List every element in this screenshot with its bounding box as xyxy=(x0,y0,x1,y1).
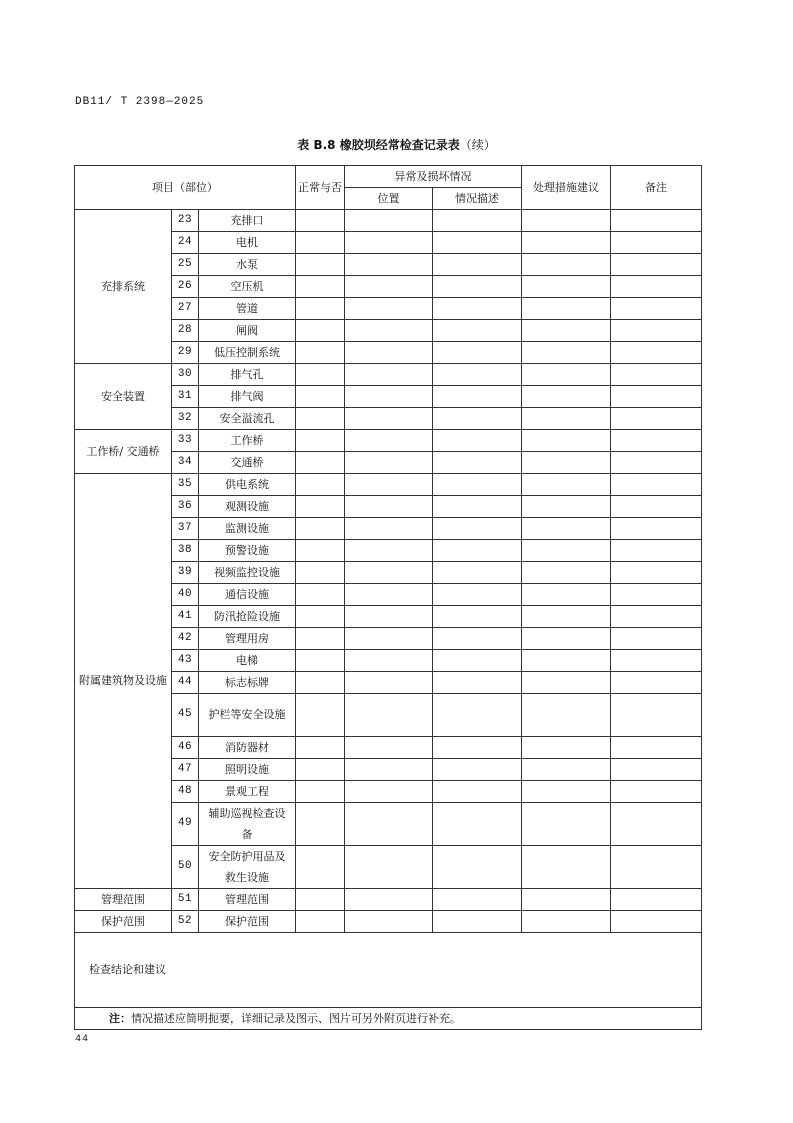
description-cell[interactable] xyxy=(433,910,522,932)
remarks-cell[interactable] xyxy=(611,780,702,802)
header-row-1 xyxy=(75,166,702,188)
row-number: 25 xyxy=(172,254,199,276)
remarks-cell[interactable] xyxy=(611,845,702,888)
row-number: 49 xyxy=(172,802,199,845)
row-item: 景观工程 xyxy=(199,780,296,802)
location-cell[interactable] xyxy=(345,802,433,845)
remarks-cell[interactable] xyxy=(611,518,702,540)
row-item: 排气阀 xyxy=(199,386,296,408)
row-number: 39 xyxy=(172,562,199,584)
measures-cell[interactable] xyxy=(522,540,611,562)
description-cell[interactable] xyxy=(433,672,522,694)
row-item: 通信设施 xyxy=(199,584,296,606)
location-cell[interactable] xyxy=(345,758,433,780)
normal-cell[interactable] xyxy=(296,518,345,540)
normal-cell[interactable] xyxy=(296,474,345,496)
normal-cell[interactable] xyxy=(296,584,345,606)
measures-cell[interactable] xyxy=(522,430,611,452)
location-cell[interactable] xyxy=(345,845,433,888)
normal-cell[interactable] xyxy=(296,628,345,650)
normal-cell[interactable] xyxy=(296,780,345,802)
measures-cell[interactable] xyxy=(522,496,611,518)
location-cell[interactable] xyxy=(345,780,433,802)
remarks-cell[interactable] xyxy=(611,342,702,364)
row-item: 保护范围 xyxy=(199,910,296,932)
remarks-cell[interactable] xyxy=(611,210,702,232)
remarks-cell[interactable] xyxy=(611,540,702,562)
description-cell[interactable] xyxy=(433,386,522,408)
row-number: 48 xyxy=(172,780,199,802)
normal-cell[interactable] xyxy=(296,254,345,276)
remarks-cell[interactable] xyxy=(611,758,702,780)
location-cell[interactable] xyxy=(345,474,433,496)
row-number: 45 xyxy=(172,694,199,737)
description-cell[interactable] xyxy=(433,452,522,474)
description-cell[interactable] xyxy=(433,540,522,562)
description-cell[interactable] xyxy=(433,562,522,584)
remarks-cell[interactable] xyxy=(611,364,702,386)
header-location: 位置 xyxy=(345,188,433,210)
header-abnormal: 异常及损坏情况 xyxy=(345,166,522,188)
measures-cell[interactable] xyxy=(522,408,611,430)
measures-cell[interactable] xyxy=(522,802,611,845)
location-cell[interactable] xyxy=(345,496,433,518)
page-number: 44 xyxy=(75,1034,90,1045)
document-code: DB11/ T 2398—2025 xyxy=(75,96,205,108)
normal-cell[interactable] xyxy=(296,320,345,342)
measures-cell[interactable] xyxy=(522,386,611,408)
remarks-cell[interactable] xyxy=(611,430,702,452)
header-normal: 正常与否 xyxy=(296,166,345,210)
description-cell[interactable] xyxy=(433,802,522,845)
header-description: 情况描述 xyxy=(433,188,522,210)
conclusion-label: 检查结论和建议 xyxy=(89,963,166,977)
normal-cell[interactable] xyxy=(296,802,345,845)
row-item: 管理范围 xyxy=(199,888,296,910)
normal-cell[interactable] xyxy=(296,606,345,628)
measures-cell[interactable] xyxy=(522,606,611,628)
measures-cell[interactable] xyxy=(522,628,611,650)
table-row xyxy=(75,888,702,910)
normal-cell[interactable] xyxy=(296,672,345,694)
row-number: 27 xyxy=(172,298,199,320)
measures-cell[interactable] xyxy=(522,474,611,496)
description-cell[interactable] xyxy=(433,888,522,910)
location-cell[interactable] xyxy=(345,452,433,474)
description-cell[interactable] xyxy=(433,364,522,386)
location-cell[interactable] xyxy=(345,232,433,254)
row-item: 电机 xyxy=(199,232,296,254)
location-cell[interactable] xyxy=(345,910,433,932)
normal-cell[interactable] xyxy=(296,298,345,320)
description-cell[interactable] xyxy=(433,342,522,364)
normal-cell[interactable] xyxy=(296,650,345,672)
normal-cell[interactable] xyxy=(296,276,345,298)
row-item: 电梯 xyxy=(199,650,296,672)
table-row xyxy=(75,910,702,932)
row-number: 43 xyxy=(172,650,199,672)
description-cell[interactable] xyxy=(433,650,522,672)
measures-cell[interactable] xyxy=(522,910,611,932)
row-number: 28 xyxy=(172,320,199,342)
row-item: 管道 xyxy=(199,298,296,320)
description-cell[interactable] xyxy=(433,518,522,540)
row-number: 29 xyxy=(172,342,199,364)
normal-cell[interactable] xyxy=(296,430,345,452)
description-cell[interactable] xyxy=(433,606,522,628)
row-item: 水泵 xyxy=(199,254,296,276)
conclusion-row xyxy=(75,932,702,1007)
normal-cell[interactable] xyxy=(296,694,345,737)
measures-cell[interactable] xyxy=(522,518,611,540)
description-cell[interactable] xyxy=(433,276,522,298)
row-number: 37 xyxy=(172,518,199,540)
row-item: 防汛抢险设施 xyxy=(199,606,296,628)
normal-cell[interactable] xyxy=(296,496,345,518)
remarks-cell[interactable] xyxy=(611,320,702,342)
description-cell[interactable] xyxy=(433,232,522,254)
row-number: 26 xyxy=(172,276,199,298)
location-cell[interactable] xyxy=(345,276,433,298)
row-number: 47 xyxy=(172,758,199,780)
group-label: 工作桥/ 交通桥 xyxy=(75,430,172,474)
description-cell[interactable] xyxy=(433,254,522,276)
row-item: 监测设施 xyxy=(199,518,296,540)
table-row xyxy=(75,474,702,496)
measures-cell[interactable] xyxy=(522,298,611,320)
row-number: 44 xyxy=(172,672,199,694)
description-cell[interactable] xyxy=(433,320,522,342)
description-cell[interactable] xyxy=(433,736,522,758)
measures-cell[interactable] xyxy=(522,452,611,474)
row-number: 42 xyxy=(172,628,199,650)
description-cell[interactable] xyxy=(433,584,522,606)
row-item: 工作桥 xyxy=(199,430,296,452)
row-item: 视频监控设施 xyxy=(199,562,296,584)
row-number: 36 xyxy=(172,496,199,518)
measures-cell[interactable] xyxy=(522,650,611,672)
measures-cell[interactable] xyxy=(522,845,611,888)
group-label: 附属建筑物及设施 xyxy=(75,474,172,889)
table-title-text: 表 B.8 橡胶坝经常检查记录表 xyxy=(297,138,460,152)
table-row xyxy=(75,210,702,232)
group-label: 管理范围 xyxy=(75,888,172,910)
description-cell[interactable] xyxy=(433,408,522,430)
normal-cell[interactable] xyxy=(296,210,345,232)
remarks-cell[interactable] xyxy=(611,452,702,474)
location-cell[interactable] xyxy=(345,408,433,430)
group-label: 充排系统 xyxy=(75,210,172,364)
description-cell[interactable] xyxy=(433,758,522,780)
remarks-cell[interactable] xyxy=(611,650,702,672)
measures-cell[interactable] xyxy=(522,672,611,694)
conclusion-cell[interactable] xyxy=(75,932,702,1007)
row-number: 30 xyxy=(172,364,199,386)
row-number: 46 xyxy=(172,736,199,758)
measures-cell[interactable] xyxy=(522,276,611,298)
inspection-record-table xyxy=(74,165,702,1030)
location-cell[interactable] xyxy=(345,298,433,320)
remarks-cell[interactable] xyxy=(611,496,702,518)
row-item: 排气孔 xyxy=(199,364,296,386)
remarks-cell[interactable] xyxy=(611,802,702,845)
location-cell[interactable] xyxy=(345,254,433,276)
description-cell[interactable] xyxy=(433,628,522,650)
header-measures: 处理措施建议 xyxy=(522,166,611,210)
location-cell[interactable] xyxy=(345,672,433,694)
remarks-cell[interactable] xyxy=(611,474,702,496)
normal-cell[interactable] xyxy=(296,342,345,364)
row-item: 辅助巡视检查设备 xyxy=(199,802,296,845)
location-cell[interactable] xyxy=(345,562,433,584)
measures-cell[interactable] xyxy=(522,210,611,232)
row-number: 51 xyxy=(172,888,199,910)
normal-cell[interactable] xyxy=(296,758,345,780)
location-cell[interactable] xyxy=(345,736,433,758)
row-number: 38 xyxy=(172,540,199,562)
description-cell[interactable] xyxy=(433,430,522,452)
measures-cell[interactable] xyxy=(522,254,611,276)
location-cell[interactable] xyxy=(345,650,433,672)
note-label: 注： xyxy=(109,1011,131,1025)
measures-cell[interactable] xyxy=(522,584,611,606)
row-number: 40 xyxy=(172,584,199,606)
row-number: 34 xyxy=(172,452,199,474)
measures-cell[interactable] xyxy=(522,562,611,584)
description-cell[interactable] xyxy=(433,474,522,496)
table-title-continued: （续） xyxy=(459,138,496,152)
row-item: 安全防护用品及救生设施 xyxy=(199,845,296,888)
location-cell[interactable] xyxy=(345,540,433,562)
measures-cell[interactable] xyxy=(522,694,611,737)
remarks-cell[interactable] xyxy=(611,584,702,606)
measures-cell[interactable] xyxy=(522,758,611,780)
measures-cell[interactable] xyxy=(522,736,611,758)
location-cell[interactable] xyxy=(345,518,433,540)
row-item: 消防器材 xyxy=(199,736,296,758)
row-item: 低压控制系统 xyxy=(199,342,296,364)
row-number: 50 xyxy=(172,845,199,888)
row-number: 24 xyxy=(172,232,199,254)
row-item: 预警设施 xyxy=(199,540,296,562)
remarks-cell[interactable] xyxy=(611,386,702,408)
row-item: 观测设施 xyxy=(199,496,296,518)
location-cell[interactable] xyxy=(345,584,433,606)
row-item: 安全溢流孔 xyxy=(199,408,296,430)
location-cell[interactable] xyxy=(345,888,433,910)
measures-cell[interactable] xyxy=(522,232,611,254)
remarks-cell[interactable] xyxy=(611,276,702,298)
table-row xyxy=(75,364,702,386)
normal-cell[interactable] xyxy=(296,232,345,254)
row-item: 充排口 xyxy=(199,210,296,232)
remarks-cell[interactable] xyxy=(611,562,702,584)
row-number: 31 xyxy=(172,386,199,408)
row-number: 23 xyxy=(172,210,199,232)
table-row xyxy=(75,430,702,452)
group-label: 安全装置 xyxy=(75,364,172,430)
row-item: 管理用房 xyxy=(199,628,296,650)
description-cell[interactable] xyxy=(433,496,522,518)
remarks-cell[interactable] xyxy=(611,606,702,628)
location-cell[interactable] xyxy=(345,210,433,232)
description-cell[interactable] xyxy=(433,845,522,888)
row-item: 护栏等安全设施 xyxy=(199,694,296,737)
row-number: 41 xyxy=(172,606,199,628)
remarks-cell[interactable] xyxy=(611,910,702,932)
measures-cell[interactable] xyxy=(522,320,611,342)
location-cell[interactable] xyxy=(345,694,433,737)
row-number: 35 xyxy=(172,474,199,496)
remarks-cell[interactable] xyxy=(611,298,702,320)
remarks-cell[interactable] xyxy=(611,232,702,254)
table-body xyxy=(75,166,702,1030)
row-item: 供电系统 xyxy=(199,474,296,496)
remarks-cell[interactable] xyxy=(611,888,702,910)
group-label: 保护范围 xyxy=(75,910,172,932)
description-cell[interactable] xyxy=(433,298,522,320)
measures-cell[interactable] xyxy=(522,780,611,802)
row-item: 交通桥 xyxy=(199,452,296,474)
normal-cell[interactable] xyxy=(296,888,345,910)
note-text: 情况描述应简明扼要，详细记录及图示、图片可另外附页进行补充。 xyxy=(131,1011,461,1025)
normal-cell[interactable] xyxy=(296,364,345,386)
normal-cell[interactable] xyxy=(296,452,345,474)
normal-cell[interactable] xyxy=(296,562,345,584)
measures-cell[interactable] xyxy=(522,342,611,364)
remarks-cell[interactable] xyxy=(611,694,702,737)
normal-cell[interactable] xyxy=(296,845,345,888)
remarks-cell[interactable] xyxy=(611,672,702,694)
normal-cell[interactable] xyxy=(296,540,345,562)
normal-cell[interactable] xyxy=(296,408,345,430)
description-cell[interactable] xyxy=(433,694,522,737)
row-item: 照明设施 xyxy=(199,758,296,780)
header-remarks: 备注 xyxy=(611,166,702,210)
location-cell[interactable] xyxy=(345,386,433,408)
location-cell[interactable] xyxy=(345,342,433,364)
location-cell[interactable] xyxy=(345,606,433,628)
measures-cell[interactable] xyxy=(522,888,611,910)
normal-cell[interactable] xyxy=(296,910,345,932)
note-row xyxy=(75,1007,702,1029)
row-number: 32 xyxy=(172,408,199,430)
row-item: 空压机 xyxy=(199,276,296,298)
remarks-cell[interactable] xyxy=(611,736,702,758)
remarks-cell[interactable] xyxy=(611,408,702,430)
row-number: 52 xyxy=(172,910,199,932)
description-cell[interactable] xyxy=(433,210,522,232)
location-cell[interactable] xyxy=(345,430,433,452)
normal-cell[interactable] xyxy=(296,736,345,758)
description-cell[interactable] xyxy=(433,780,522,802)
remarks-cell[interactable] xyxy=(611,628,702,650)
measures-cell[interactable] xyxy=(522,364,611,386)
normal-cell[interactable] xyxy=(296,386,345,408)
note-cell xyxy=(75,1007,702,1029)
row-item: 闸阀 xyxy=(199,320,296,342)
location-cell[interactable] xyxy=(345,364,433,386)
table-title xyxy=(0,136,793,153)
header-item: 项目（部位） xyxy=(75,166,296,210)
location-cell[interactable] xyxy=(345,628,433,650)
row-item: 标志标牌 xyxy=(199,672,296,694)
row-number: 33 xyxy=(172,430,199,452)
remarks-cell[interactable] xyxy=(611,254,702,276)
location-cell[interactable] xyxy=(345,320,433,342)
